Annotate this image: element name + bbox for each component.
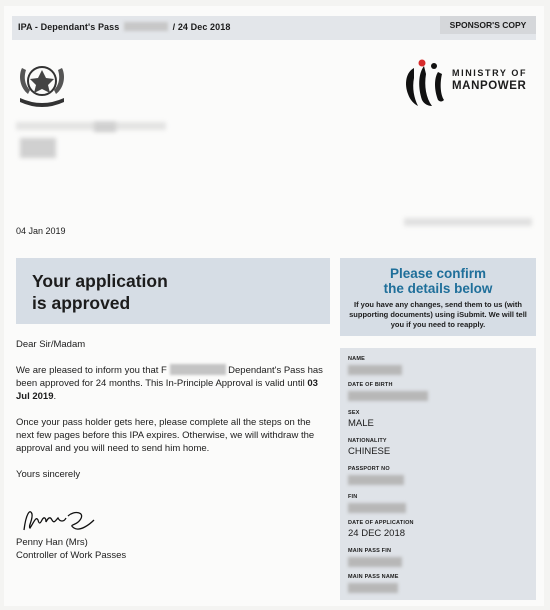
mom-line1: MINISTRY OF	[452, 68, 528, 78]
mom-logo	[400, 58, 536, 108]
field-passport: PASSPORT NO	[348, 466, 404, 490]
doc-type: IPA - Dependant's Pass	[18, 22, 120, 32]
redacted-block	[124, 22, 168, 31]
signature	[20, 502, 98, 536]
field-nationality: NATIONALITY CHINESE	[348, 438, 391, 457]
mom-line2: MANPOWER	[452, 80, 527, 92]
paragraph-2: Once your pass holder gets here, please complete all the steps on the next few pages before this IPA expires. Otherwise, we will withdraw the approval and you will need to send him home.	[16, 417, 315, 454]
confirm-text: If you have any changes, send them to us (with supporting documents) using iSubmit. We will tell you if you need to reapply.	[349, 300, 527, 329]
redacted-address	[20, 138, 56, 158]
signer-name: Penny Han (Mrs)	[16, 537, 88, 548]
confirm-box	[340, 258, 536, 336]
confirm-title: Please confirm the details below	[383, 266, 493, 296]
mom-logo-icon	[400, 58, 448, 108]
letter-body	[16, 338, 326, 481]
field-date-of-application: DATE OF APPLICATION 24 DEC 2018	[348, 520, 414, 539]
letter-page	[4, 6, 544, 606]
signer-title: Controller of Work Passes	[16, 550, 127, 561]
letter-date: 04 Jan 2019	[16, 226, 66, 236]
signer-block	[16, 536, 126, 562]
field-name: NAME	[348, 356, 402, 380]
header-doc-info	[18, 22, 230, 32]
header-date: 24 Dec 2018	[177, 22, 231, 32]
details-panel	[340, 348, 536, 600]
header-strip	[12, 16, 536, 40]
field-main-pass-name: MAIN PASS NAME	[348, 574, 399, 598]
redacted-ref	[404, 218, 532, 226]
field-dob: DATE OF BIRTH	[348, 382, 428, 406]
valid-until-date: 03 Jul 2019	[16, 378, 318, 402]
singapore-crest-icon	[14, 54, 70, 110]
approval-title: Your application is approved	[32, 271, 168, 313]
approval-banner	[16, 258, 330, 324]
paragraph-1: We are pleased to inform you that F Dependant's Pass has been approved for 24 months. This In-Principle Approval is valid until 03 Jul 2019.	[16, 365, 323, 402]
salutation: Dear Sir/Madam	[16, 339, 86, 350]
closing: Yours sincerely	[16, 469, 81, 480]
redacted-address	[16, 122, 166, 130]
redacted-address	[94, 122, 116, 132]
field-main-pass-fin: MAIN PASS FIN	[348, 548, 402, 572]
header-separator: /	[172, 22, 176, 32]
field-fin: FIN	[348, 494, 406, 518]
redacted-name	[170, 364, 226, 375]
copy-label: SPONSOR'S COPY	[440, 16, 536, 34]
field-sex: SEX MALE	[348, 410, 374, 429]
